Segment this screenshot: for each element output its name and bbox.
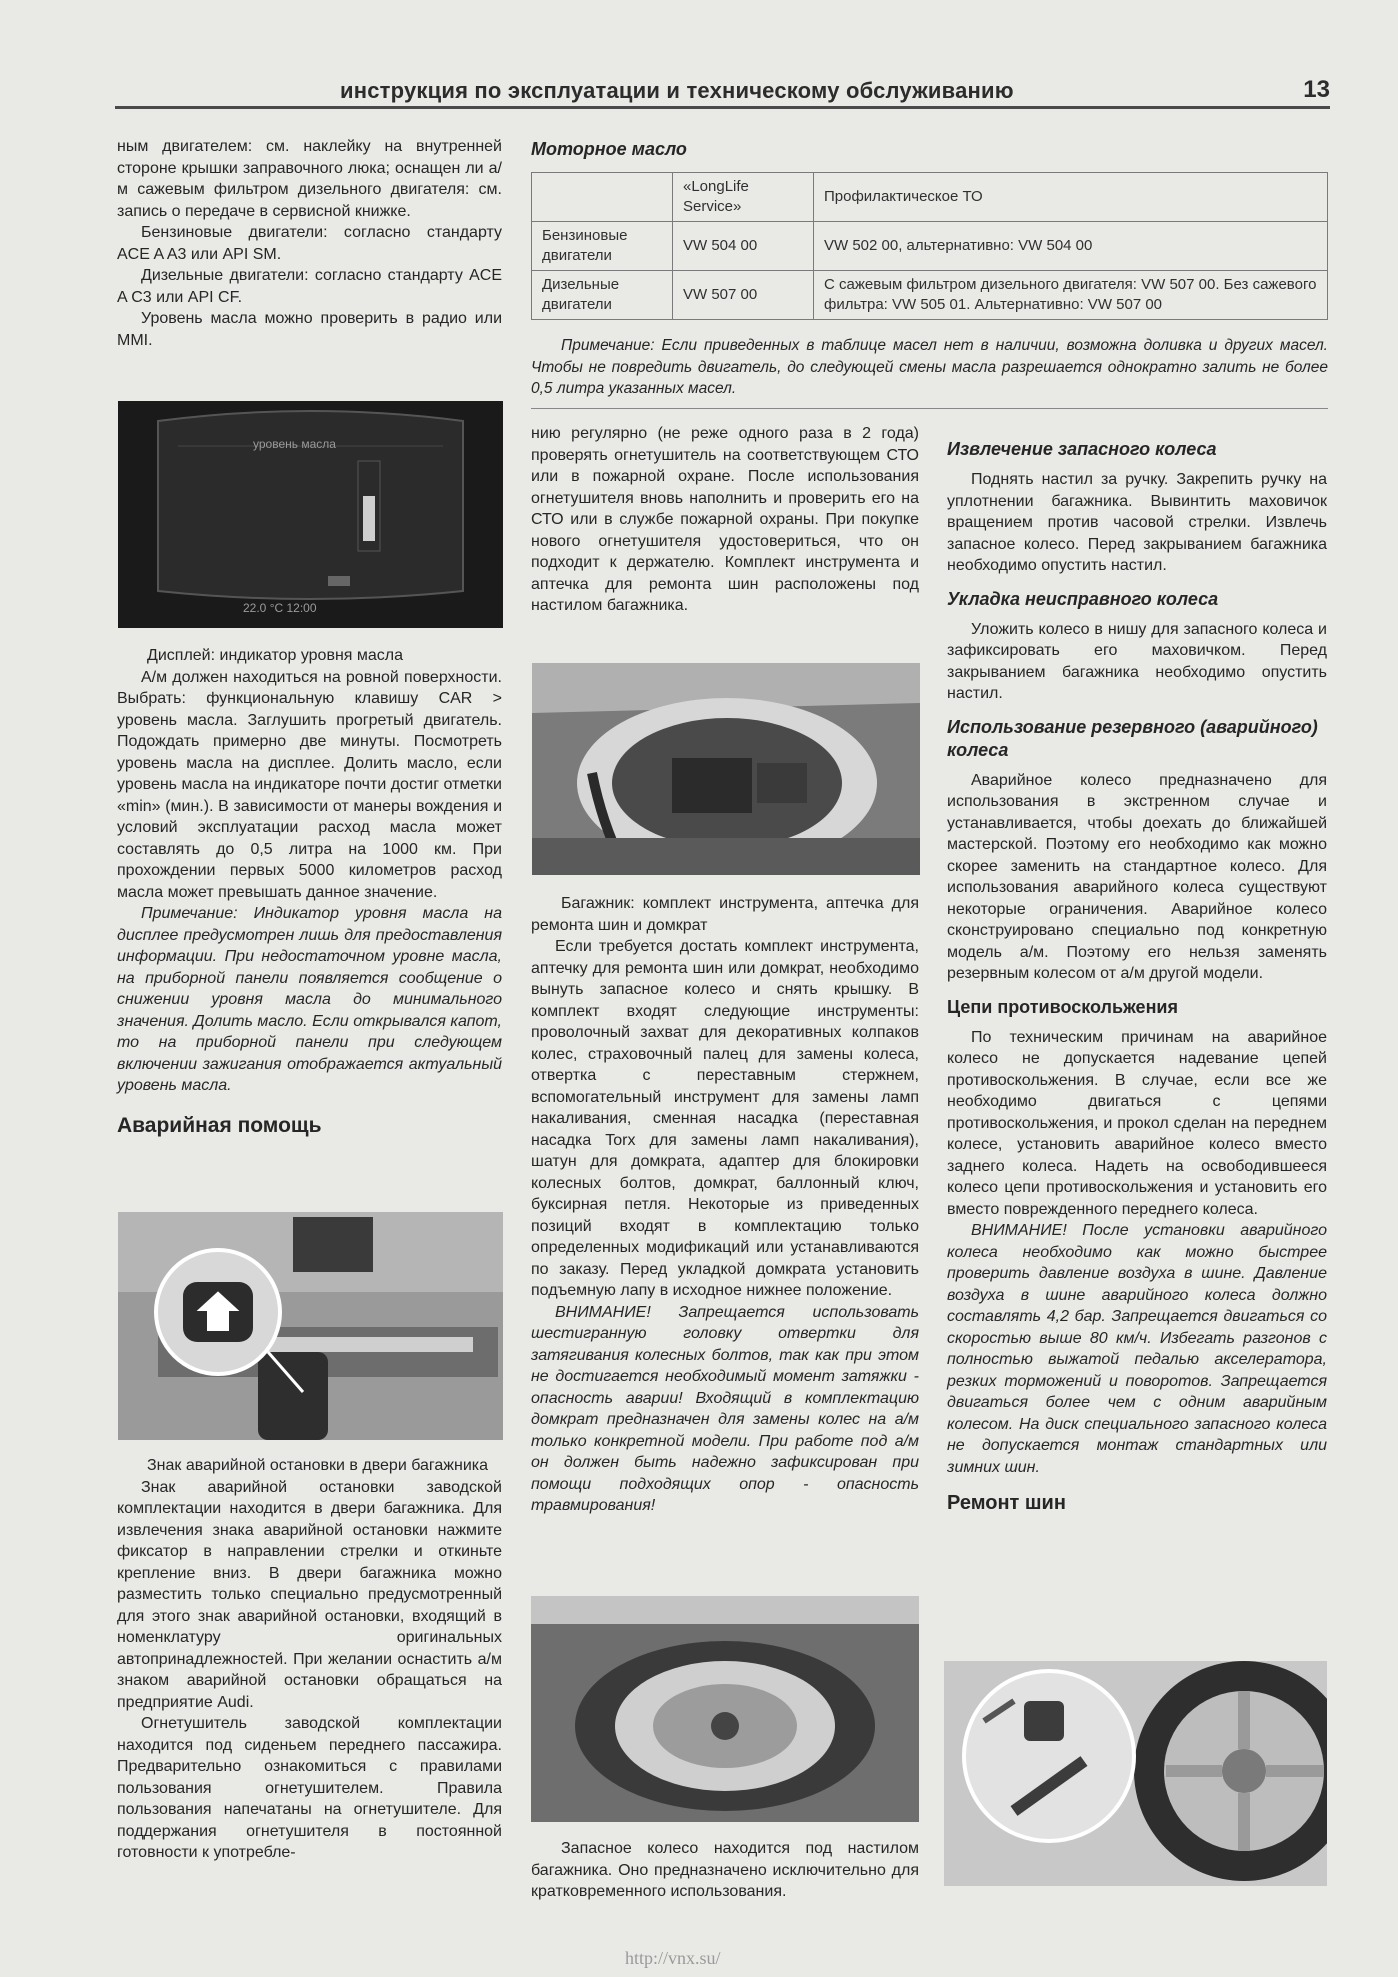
middle-top xyxy=(531,423,919,617)
caption-display: Дисплей: индикатор уровня масла xyxy=(147,647,404,664)
header-title: инструкция по эксплуатации и техническому обслуживанию xyxy=(340,78,1014,103)
right-warning: ВНИМАНИЕ! После установки аварийного колеса необходимо как можно быстрее проверить давление воздуха в шине. Давление воздуха в шине аварийного колеса должно составлять 4,2 бар. Запрещается двигаться со скоростью выше 80 км/ч. Избегать разгонов с полностью выжатой педалью акселератора, резких торможений и поворотов. Запрещается двигаться более чем с одним аварийным колесом. На диск специального запасного колеса не допускается монтаж стандартных или зимних шин. xyxy=(947,1222,1327,1476)
display-status: 22.0 °C 12:00 xyxy=(243,601,317,615)
left-p7: Огнетушитель заводской комплектации находится под сиденьем переднего пассажира. Предварительно ознакомиться с правилами пользования огнетушителем. Правила пользования напечатаны на огнетушителе. Для поддержания огнетушителя в постоянной готовности к употребле- xyxy=(117,1715,502,1861)
right-p4: По техническим причинам на аварийное колесо не допускается надевание цепей противоскольжения. В случае, если все же необходимо двигаться с цепями противоскольжения, и прокол сделан на переднем колесе, установить аварийное колесо вместо заднего колеса. Надеть на освободившееся колесо цепи противоскольжения и установить его вместо поврежденного переднего колеса. xyxy=(947,1028,1327,1218)
table-cell: С сажевым фильтром дизельного двигателя: VW 507 00. Без сажевого фильтра: VW 505 01. Альтернативно: VW 507 00 xyxy=(814,271,1328,320)
table-header-cell: «LongLife Service» xyxy=(673,173,814,222)
display-title: уровень масла xyxy=(253,437,336,451)
oil-heading-wrap xyxy=(531,138,687,161)
table-cell: VW 502 00, альтернативно: VW 504 00 xyxy=(814,222,1328,271)
table-cell: Дизельные двигатели xyxy=(532,271,673,320)
heading-snow-chains: Цепи противоскольжения xyxy=(947,996,1179,1017)
left-p6: Знак аварийной остановки заводской комплектации находится в двери багажника. Для извлечения знака аварийной остановки нажмите фиксатор в направлении стрелки и откиньте крепление вниз. В двери багажника можно разместить только специально предусмотренный для этого знак аварийной остановки, входящий в номенклатуру оригинальных автопринадлежностей. При желании оснастить а/м знаком аварийной остановки обращаться на предприятие Audi. xyxy=(117,1478,502,1711)
spare-wheel-photo xyxy=(531,1596,919,1822)
table-cell: Бензиновые двигатели xyxy=(532,222,673,271)
heading-spare-removal: Извлечение запасного колеса xyxy=(947,439,1217,459)
table-row xyxy=(532,222,1328,271)
heading-tire-repair: Ремонт шин xyxy=(947,1492,1066,1514)
left-note1: Примечание: Индикатор уровня масла на дисплее предусмотрен лишь для предоставления информации. При недостаточном уровне масла, на приборной панели появляется сообщение о снижении уровня масла до минимального значения. Долить масло. Если открывался капот, то на приборной панели при следующем включении зажигания отображается актуальный уровень масла. xyxy=(117,905,502,1094)
middle-bottom xyxy=(531,1838,919,1903)
table-row xyxy=(532,271,1328,320)
table-header-row xyxy=(532,173,1328,222)
left-oil-section xyxy=(117,645,502,1138)
left-p2: Бензиновые двигатели: согласно стандарту ACE A A3 или API SM. xyxy=(117,224,502,263)
caption-triangle: Знак аварийной остановки в двери багажника xyxy=(147,1457,488,1474)
page-number: 13 xyxy=(1303,76,1330,103)
right-column xyxy=(947,438,1327,1515)
oil-table xyxy=(531,172,1328,320)
left-p3: Дизельные двигатели: согласно стандарту ACE A C3 или API CF. xyxy=(117,267,502,306)
middle-p1: нию регулярно (не реже одного раза в 2 года) проверять огнетушитель на соответствующем СТО или в пожарной охране. После использования огнетушителя вновь наполнить и проверить его на СТО или в службе пожарной охраны. При покупке нового огнетушителя удостовериться, что он подходит к держателю. Комплект инструмента и аптечка для ремонта шин расположены под настилом багажника. xyxy=(531,425,919,614)
right-p3: Аварийное колесо предназначено для использования в экстренном случае и устанавливается, чтобы доехать до ближайшей мастерской. Поэтому его необходимо как можно скорее заменить на стандартное колесо. Для использования аварийного колеса существуют некоторые ограничения. Аварийное колесо сконструировано специально под конкретную модель а/м. Поэтому его нельзя заменять резервным колесом от а/м другой модели. xyxy=(947,771,1327,982)
oil-note: Примечание: Если приведенных в таблице масел нет в наличии, возможна доливка и других масел. Чтобы не повредить двигатель, до следующей смены масла разрешается однократно залить не более 0,5 литра указанных масел. xyxy=(531,337,1328,397)
middle-warning: ВНИМАНИЕ! Запрещается использовать шестигранную головку отвертки для затягивания колесных болтов, так как при этом не достигается необходимый момент затяжки - опасность аварии! Входящий в комплектацию домкрат предназначен для замены колес на а/м только конкретной модели. При работе под а/м он должен быть надежно зафиксирован при помощи подходящих опор - опасность травмирования! xyxy=(531,1303,919,1514)
table-cell: VW 504 00 xyxy=(673,222,814,271)
caption-trunk: Багажник: комплект инструмента, аптечка для ремонта шин и домкрат xyxy=(531,895,919,934)
oil-level-display-photo xyxy=(118,401,503,628)
caption-spare-wheel: Запасное колесо находится под настилом багажника. Оно предназначено исключительно для кратковременного использования. xyxy=(531,1840,919,1900)
heading-emergency-wheel: Использование резервного (аварийного) колеса xyxy=(947,716,1318,760)
left-intro xyxy=(117,136,502,351)
left-p5: А/м должен находиться на ровной поверхности. Выбрать: функциональную клавишу CAR > уровень масла. Заглушить прогретый двигатель. Подождать примерно две минуты. Посмотреть уровень масла на дисплее. Долить масло, если уровень масла на индикаторе почти достиг отметки «min» (мин.). В зависимости от манеры вождения и условий эксплуатации расход масла может составлять до 0,5 литра на 1000 км. При прохождении первых 5000 километров расход масла может превышать данное значение. xyxy=(117,668,502,901)
heading-emergency: Аварийная помощь xyxy=(117,1113,322,1137)
middle-p2: Если требуется достать комплект инструмента, аптечку для ремонта шин или домкрат, необходимо вынуть запасное колесо и снять крышку. В комплект входят следующие инструменты: проволочный захват для декоративных колпаков колес, страховочный палец для замены колеса, отвертка с переставным стержнем, вспомогательный инструмент для замены ламп накаливания, сменная насадка (переставная насадка Torx для замены ламп накаливания), шатун для домкрата, адаптер для блокировки колесных болтов, домкрат, баллонный ключ, буксирная петля. Некоторые из приведенных позиций входят в комплектацию только определенных модификаций или устанавливаются по заказу. Перед укладкой домкрата установить подъемную лапу в исходное нижнее положение. xyxy=(531,938,919,1299)
left-bottom xyxy=(117,1455,502,1864)
tire-repair-photo xyxy=(944,1661,1327,1886)
left-p4: Уровень масла можно проверить в радио или MMI. xyxy=(117,310,502,349)
footer-url: http://vnx.su/ xyxy=(625,1948,721,1968)
running-header xyxy=(115,72,1330,109)
middle-body xyxy=(531,893,919,1517)
oil-note-wrap xyxy=(531,335,1328,400)
trunk-tools-photo xyxy=(532,663,920,875)
warning-triangle-photo xyxy=(118,1212,503,1440)
table-cell: VW 507 00 xyxy=(673,271,814,320)
heading-faulty-wheel: Укладка неисправного колеса xyxy=(947,588,1219,609)
right-p2: Уложить колесо в нишу для запасного колеса и зафиксировать его маховичком. Перед закрыванием багажника необходимо опустить настил. xyxy=(947,620,1327,702)
right-p1: Поднять настил за ручку. Закрепить ручку на уплотнении багажника. Вывинтить маховичок вращением против часовой стрелки. Извлечь запасное колесо. Перед закрыванием багажника необходимо опустить настил. xyxy=(947,471,1327,574)
table-header-cell xyxy=(532,173,673,222)
left-p1: ным двигателем: см. наклейку на внутренней стороне крышки заправочного люка; оснащен ли а/м сажевым фильтром дизельного двигателя: см. запись о передаче в сервисной книжке. xyxy=(117,138,502,220)
divider xyxy=(531,408,1328,409)
table-header-cell: Профилактическое ТО xyxy=(814,173,1328,222)
oil-heading: Моторное масло xyxy=(531,139,687,159)
